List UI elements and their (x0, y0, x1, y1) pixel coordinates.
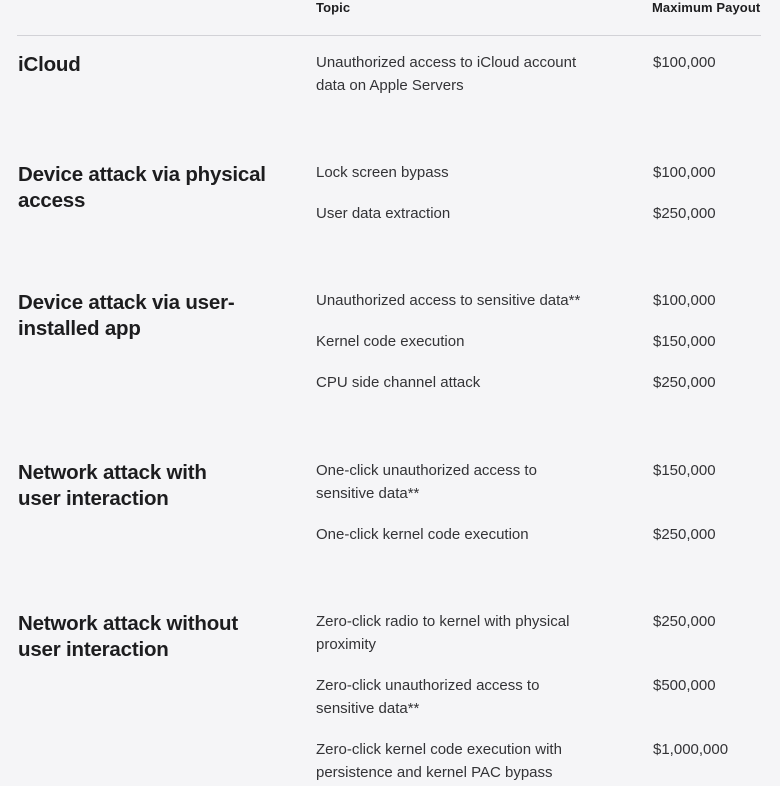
payout-icloud-data-access: $100,000 (653, 54, 716, 71)
category-user-installed-app: Device attack via user-installed app (18, 291, 235, 340)
topic-user-data-extraction: User data extraction (316, 205, 451, 222)
payout-app-kernel-code: $150,000 (653, 333, 716, 350)
topic-one-click-sensitive-data: One-click unauthorized access to sensitive data** (316, 462, 537, 502)
topic-zero-click-radio: Zero-click radio to kernel with physical proximity (316, 613, 570, 653)
topic-zero-click-kernel-persistence: Zero-click kernel code execution with persistence and kernel PAC bypass (316, 741, 562, 781)
topic-app-sensitive-data: Unauthorized access to sensitive data** (316, 292, 581, 309)
category-network-with-interaction: Network attack with user interaction (18, 461, 207, 510)
payout-app-sensitive-data: $100,000 (653, 292, 716, 309)
payout-cpu-side-channel: $250,000 (653, 374, 716, 391)
payout-user-data-extraction: $250,000 (653, 205, 716, 222)
payout-column-header: Maximum Payout (652, 0, 761, 15)
payout-one-click-sensitive-data: $150,000 (653, 462, 716, 479)
topic-one-click-kernel: One-click kernel code execution (316, 526, 529, 543)
payout-zero-click-kernel-persistence: $1,000,000 (653, 741, 729, 758)
category-physical-access: Device attack via physical access (18, 163, 266, 212)
topic-cpu-side-channel: CPU side channel attack (316, 374, 481, 391)
payout-one-click-kernel: $250,000 (653, 526, 716, 543)
payout-lock-screen-bypass: $100,000 (653, 164, 716, 181)
category-icloud: iCloud (18, 53, 81, 76)
header-divider (17, 35, 761, 36)
topic-zero-click-sensitive-data: Zero-click unauthorized access to sensitive data** (316, 677, 540, 717)
topic-column-header: Topic (316, 0, 351, 15)
payout-zero-click-sensitive-data: $500,000 (653, 677, 716, 694)
topic-icloud-data-access: Unauthorized access to iCloud account data on Apple Servers (316, 54, 577, 94)
payout-zero-click-radio: $250,000 (653, 613, 716, 630)
category-network-without-interaction: Network attack without user interaction (18, 612, 238, 661)
topic-lock-screen-bypass: Lock screen bypass (316, 164, 449, 181)
table-header (0, 0, 780, 36)
topic-app-kernel-code: Kernel code execution (316, 333, 465, 350)
